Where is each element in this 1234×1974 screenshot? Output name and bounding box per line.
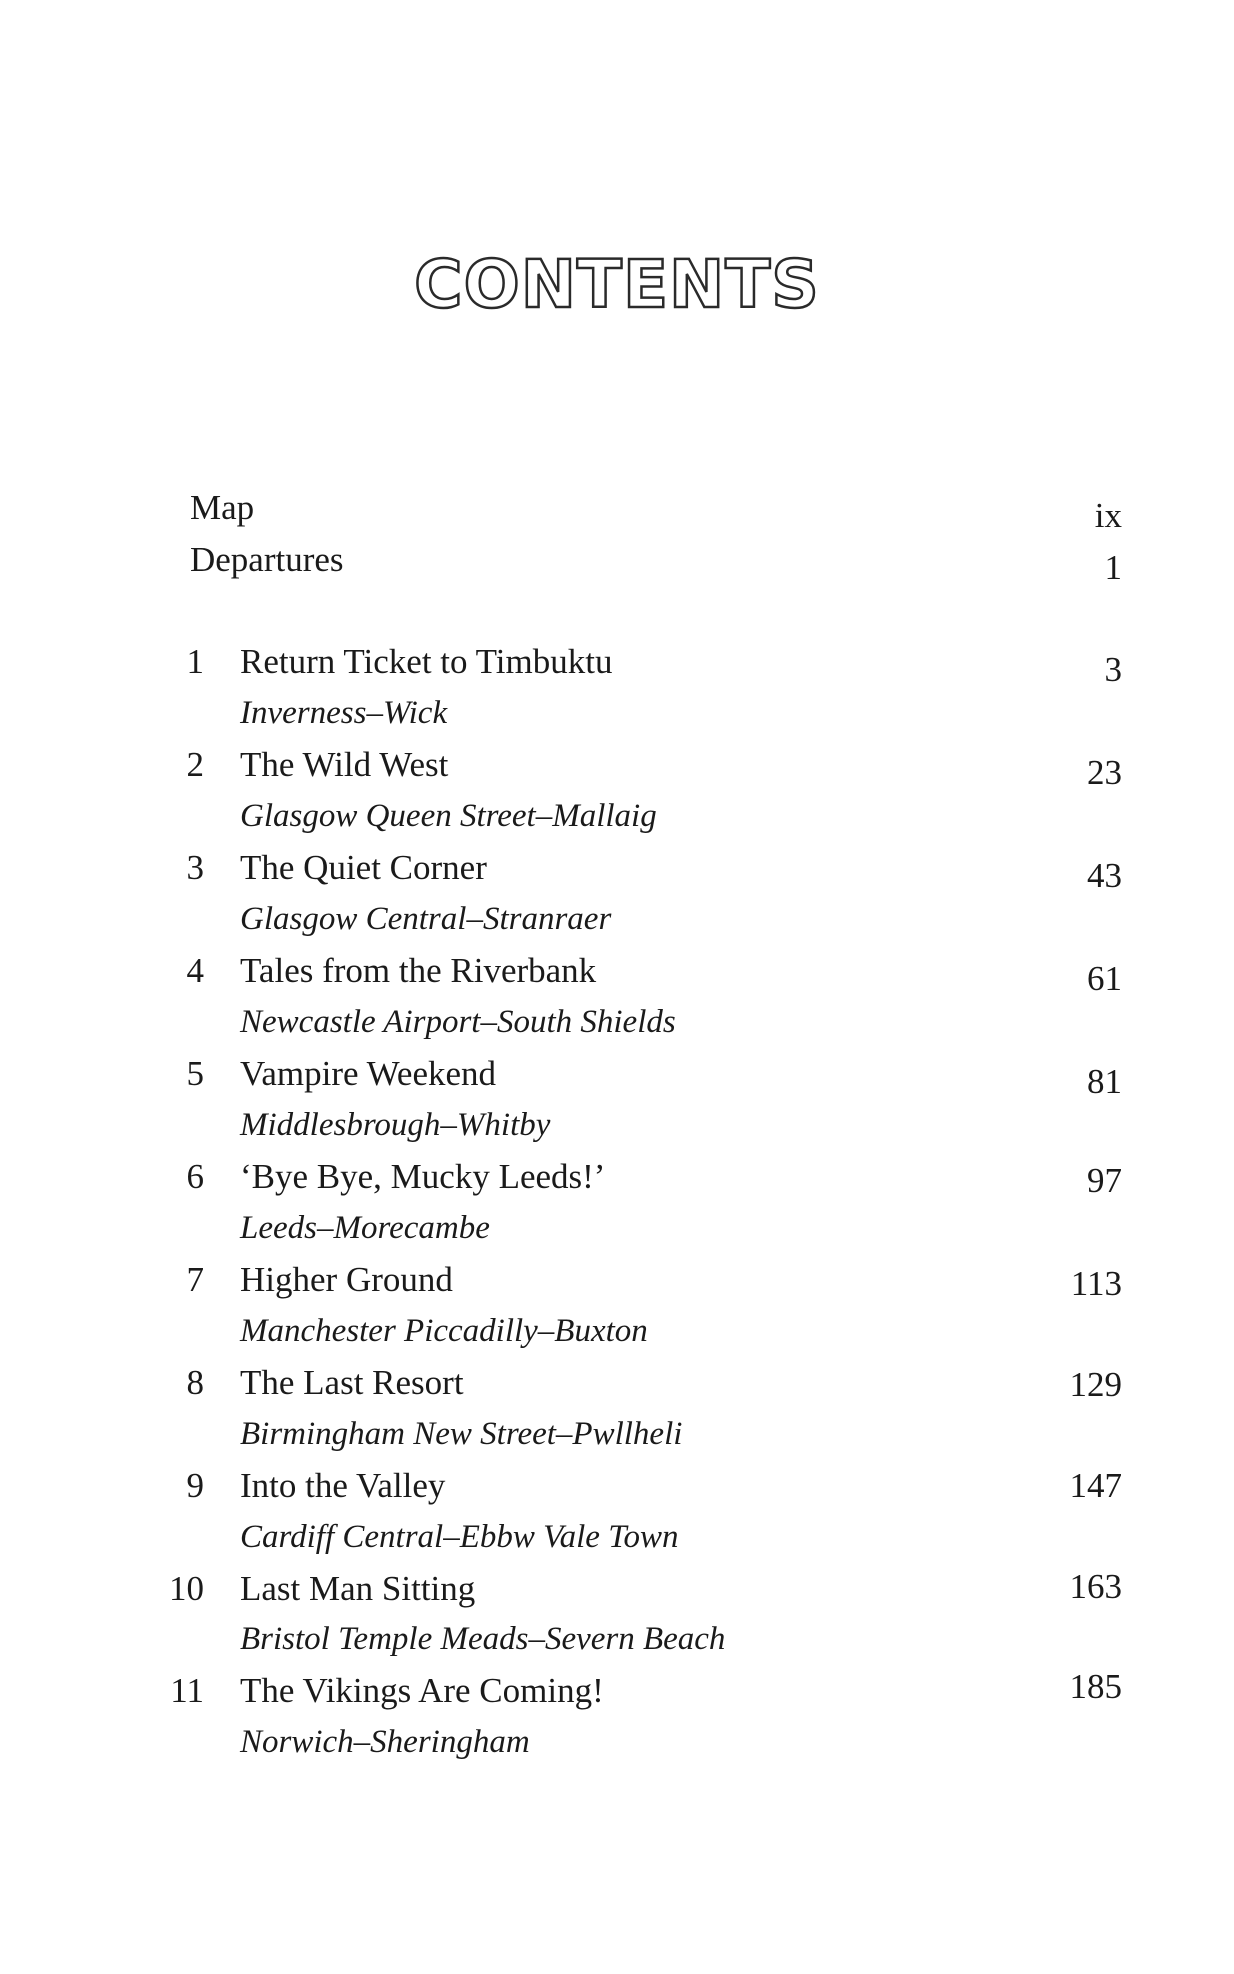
chapter-title: The Last Resort: [240, 1363, 464, 1402]
chapter-number: 9: [186, 1466, 204, 1505]
chapter-title: Tales from the Riverbank: [240, 951, 597, 990]
entry-page-number: 23: [1087, 753, 1122, 792]
chapter-title: Into the Valley: [240, 1466, 446, 1505]
entry-page-number: 43: [1087, 856, 1122, 895]
toc-entry-chapter-9[interactable]: [0, 1462, 1234, 1510]
chapter-route: Glasgow Central–Stranraer: [240, 901, 612, 937]
chapter-title: The Wild West: [240, 745, 449, 784]
chapter-number: 5: [186, 1054, 204, 1093]
chapter-route: Inverness–Wick: [240, 695, 448, 731]
entry-page-number: 185: [1069, 1667, 1122, 1706]
chapter-number: 10: [169, 1569, 204, 1608]
chapter-title: Vampire Weekend: [240, 1054, 497, 1093]
toc-entry-chapter-7[interactable]: [0, 1256, 1234, 1304]
entry-page-number: 113: [1070, 1264, 1122, 1303]
entry-page-number: 61: [1087, 959, 1122, 998]
chapter-title: ‘Bye Bye, Mucky Leeds!’: [240, 1157, 606, 1196]
chapter-route: Glasgow Queen Street–Mallaig: [240, 798, 657, 834]
chapter-route: Leeds–Morecambe: [240, 1210, 490, 1246]
chapter-title: Higher Ground: [240, 1260, 453, 1299]
chapter-number: 1: [186, 642, 204, 681]
entry-page-number: 147: [1069, 1466, 1122, 1505]
entry-title: Departures: [190, 540, 344, 579]
chapter-number: 4: [186, 951, 204, 990]
toc-entry-chapter-11[interactable]: [0, 1667, 1234, 1715]
chapter-number: 11: [170, 1671, 204, 1710]
entry-page-number: 81: [1087, 1062, 1122, 1101]
chapter-title: Return Ticket to Timbuktu: [240, 642, 613, 681]
chapter-number: 2: [186, 745, 204, 784]
toc-entry-chapter-10[interactable]: [0, 1565, 1234, 1613]
toc-entry-chapter-5[interactable]: [0, 1050, 1234, 1101]
chapter-number: 6: [186, 1157, 204, 1196]
chapter-route: Middlesbrough–Whitby: [240, 1107, 551, 1143]
toc-entry-map[interactable]: [0, 484, 1234, 535]
toc-entry-chapter-1[interactable]: [0, 638, 1234, 689]
chapter-number: 3: [186, 848, 204, 887]
chapter-route: Newcastle Airport–South Shields: [240, 1004, 676, 1040]
chapter-title: The Vikings Are Coming!: [240, 1671, 604, 1710]
toc-entry-chapter-6[interactable]: [0, 1153, 1234, 1201]
entry-page-number: 3: [1104, 650, 1122, 689]
chapter-number: 8: [186, 1363, 204, 1402]
page-title: CONTENTS: [414, 246, 820, 323]
chapter-route: Birmingham New Street–Pwllheli: [240, 1416, 683, 1452]
toc-entry-chapter-3[interactable]: [0, 844, 1234, 895]
entry-page-number: 163: [1069, 1567, 1122, 1606]
chapter-title: The Quiet Corner: [240, 848, 487, 887]
toc-entry-chapter-8[interactable]: [0, 1359, 1234, 1407]
chapter-route: Bristol Temple Meads–Severn Beach: [240, 1621, 726, 1657]
toc-entry-chapter-4[interactable]: [0, 947, 1234, 998]
entry-page-number: 1: [1104, 548, 1122, 587]
chapter-route: Cardiff Central–Ebbw Vale Town: [240, 1519, 679, 1555]
entry-page-number: 97: [1087, 1161, 1122, 1200]
chapter-route: Norwich–Sheringham: [240, 1724, 530, 1760]
toc-entry-departures[interactable]: [0, 536, 1234, 587]
entry-title: Map: [190, 488, 255, 527]
entry-page-number: ix: [1094, 496, 1122, 535]
chapter-title: Last Man Sitting: [240, 1569, 476, 1608]
toc-entry-chapter-2[interactable]: [0, 741, 1234, 792]
chapter-number: 7: [186, 1260, 204, 1299]
chapter-route: Manchester Piccadilly–Buxton: [240, 1313, 648, 1349]
entry-page-number: 129: [1069, 1365, 1122, 1404]
